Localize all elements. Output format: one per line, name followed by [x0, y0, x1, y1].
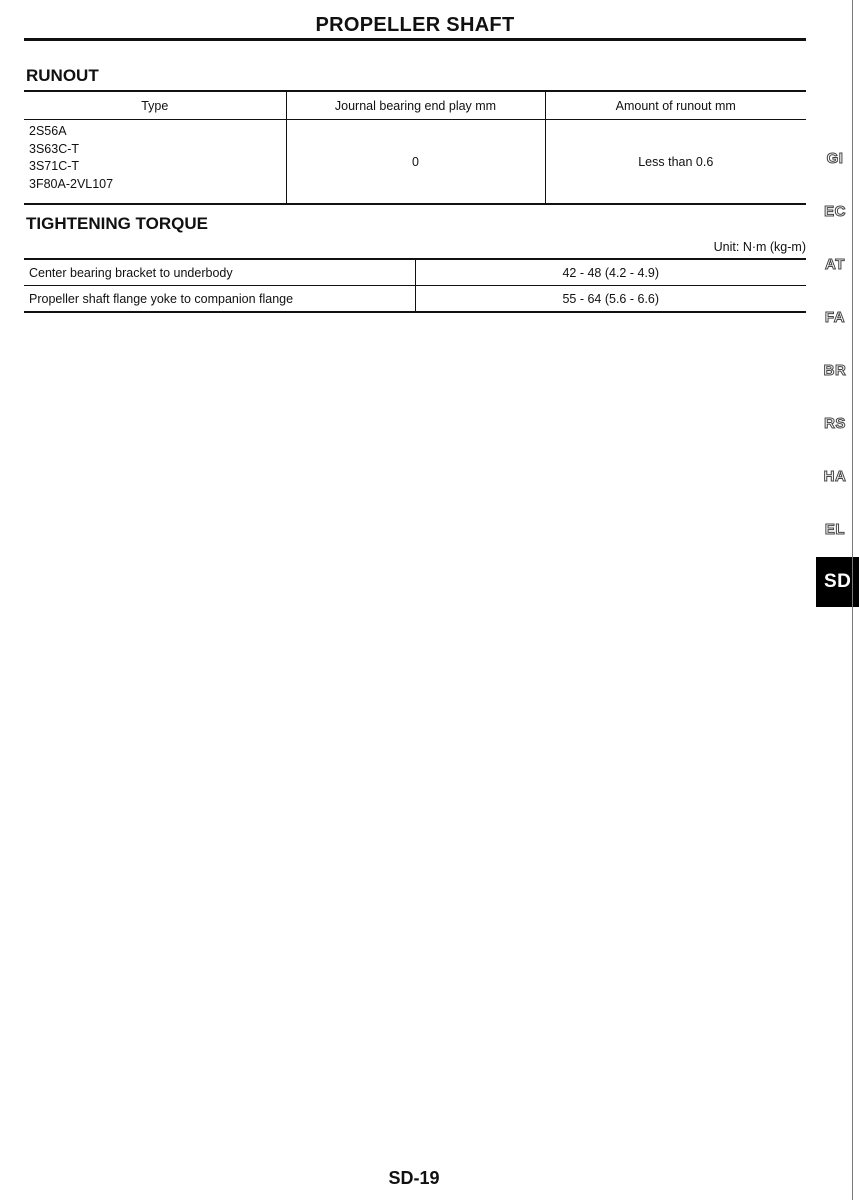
torque-value: 55 - 64 (5.6 - 6.6) — [415, 286, 806, 313]
tab-fa[interactable]: FA — [824, 309, 846, 326]
runout-heading: RUNOUT — [26, 66, 99, 85]
torque-value: 42 - 48 (4.2 - 4.9) — [415, 259, 806, 286]
page-edge-line — [852, 0, 853, 1200]
table-row — [24, 286, 806, 313]
runout-header-row — [24, 91, 806, 120]
tab-sd-active[interactable]: SD — [816, 557, 859, 607]
tab-ha[interactable]: HA — [823, 468, 847, 485]
torque-unit-note: Unit: N·m (kg-m) — [713, 240, 806, 254]
tab-ec[interactable]: EC — [824, 203, 846, 220]
page-number: SD-19 — [388, 1168, 440, 1188]
tab-el[interactable]: EL — [824, 521, 846, 538]
torque-item: Propeller shaft flange yoke to companion flange — [24, 286, 415, 313]
type-item: 3S63C-T — [29, 141, 80, 156]
page-title: PROPELLER SHAFT — [315, 14, 515, 36]
end-play-value: 0 — [286, 120, 545, 205]
types-cell — [24, 120, 286, 205]
torque-table — [24, 258, 806, 313]
table-row — [24, 120, 806, 205]
header-journal-end-play: Journal bearing end play mm — [286, 91, 545, 120]
tab-rs[interactable]: RS — [824, 415, 846, 432]
type-item: 2S56A — [29, 124, 67, 138]
type-item: 3F80A-2VL107 — [29, 176, 114, 191]
header-type: Type — [24, 91, 286, 120]
table-row — [24, 259, 806, 286]
tab-br[interactable]: BR — [823, 362, 847, 379]
torque-item: Center bearing bracket to underbody — [29, 265, 233, 280]
torque-heading: TIGHTENING TORQUE — [26, 214, 208, 233]
type-item: 3S71C-T — [29, 159, 80, 173]
title-rule — [24, 38, 806, 41]
runout-table — [24, 90, 806, 205]
tab-at[interactable]: AT — [825, 256, 845, 273]
tab-gi[interactable]: GI — [826, 150, 844, 167]
header-runout-amount: Amount of runout mm — [545, 91, 806, 120]
runout-value: Less than 0.6 — [545, 120, 806, 205]
